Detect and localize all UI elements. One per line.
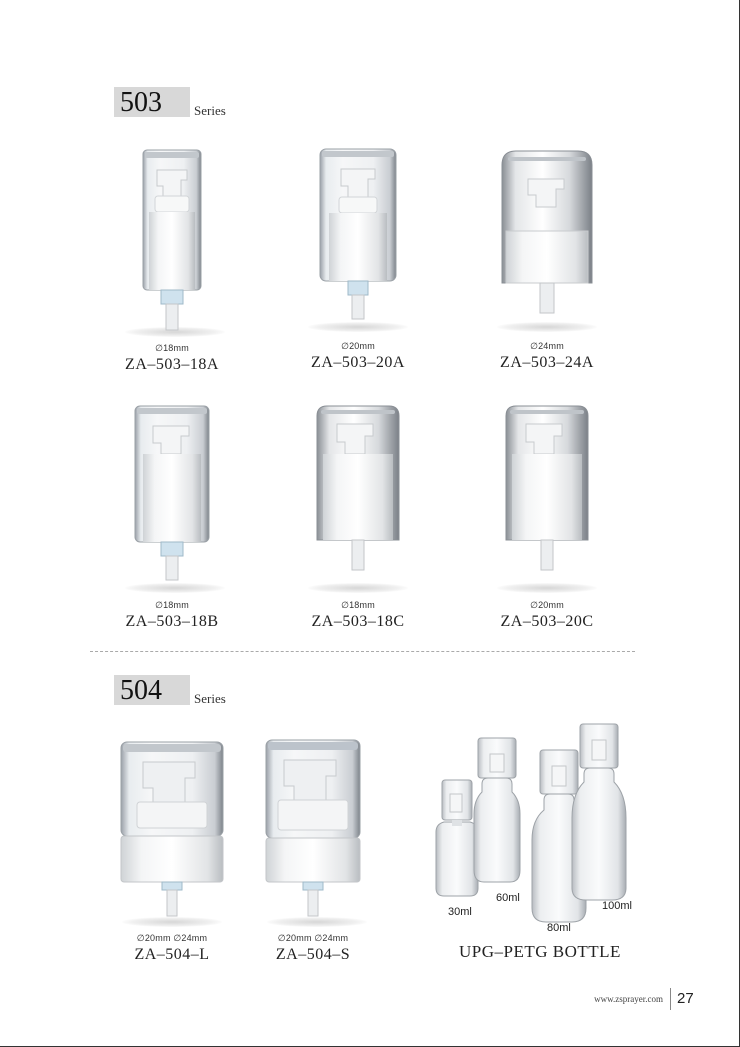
product-za-503-20a bbox=[283, 143, 433, 372]
bottle-size-label: 60ml bbox=[496, 892, 520, 904]
section-divider bbox=[90, 651, 635, 652]
pump-image bbox=[283, 143, 433, 341]
bottle-30ml bbox=[436, 780, 478, 896]
product-dimension: ∅18mm bbox=[341, 600, 375, 610]
pump-image bbox=[283, 402, 433, 600]
product-dimension: ∅20mm bbox=[341, 341, 375, 351]
product-model: ZA–503–18C bbox=[311, 613, 405, 630]
series-word: Series bbox=[194, 691, 226, 706]
bottle-size-label: 80ml bbox=[547, 922, 571, 934]
product-za-503-18c bbox=[283, 402, 433, 631]
product-za-504-l bbox=[97, 738, 247, 964]
pump-image bbox=[472, 402, 622, 600]
series-number: 504 bbox=[114, 675, 190, 705]
pump-image bbox=[238, 738, 388, 933]
series-503-heading bbox=[114, 87, 226, 117]
product-model: ZA–503–20C bbox=[500, 613, 594, 630]
product-model: ZA–504–L bbox=[134, 946, 210, 963]
product-model: ZA–503–24A bbox=[500, 354, 594, 371]
page-number: 27 bbox=[677, 990, 694, 1007]
pump-image bbox=[472, 143, 622, 341]
product-dimension: ∅20mm ∅24mm bbox=[136, 933, 208, 943]
footer-separator bbox=[670, 988, 671, 1010]
bottle-60ml bbox=[474, 738, 520, 882]
product-dimension: ∅18mm bbox=[155, 343, 189, 353]
product-model: ZA–503–18B bbox=[125, 613, 219, 630]
product-model: ZA–503–20A bbox=[311, 354, 405, 371]
product-za-503-24a bbox=[472, 143, 622, 372]
pump-image bbox=[97, 402, 247, 600]
petg-bottle-group bbox=[420, 720, 660, 935]
product-model: ZA–504–S bbox=[275, 946, 351, 963]
pump-image bbox=[97, 148, 247, 343]
series-number: 503 bbox=[114, 87, 190, 117]
series-504-heading bbox=[114, 675, 226, 705]
product-dimension: ∅24mm bbox=[530, 341, 564, 351]
product-za-503-18a bbox=[97, 148, 247, 374]
product-dimension: ∅18mm bbox=[155, 600, 189, 610]
bottle-size-label: 100ml bbox=[602, 900, 632, 912]
bottle-100ml bbox=[572, 724, 626, 900]
series-word: Series bbox=[194, 103, 226, 118]
footer-url: www.zsprayer.com bbox=[594, 994, 663, 1004]
pump-image bbox=[97, 738, 247, 933]
bottle-title: UPG–PETG BOTTLE bbox=[459, 942, 621, 961]
product-dimension: ∅20mm bbox=[530, 600, 564, 610]
bottle-size-label: 30ml bbox=[448, 906, 472, 918]
product-dimension: ∅20mm ∅24mm bbox=[277, 933, 349, 943]
product-za-503-20c bbox=[472, 402, 622, 631]
product-za-503-18b bbox=[97, 402, 247, 631]
product-za-504-s bbox=[238, 738, 388, 964]
product-model: ZA–503–18A bbox=[125, 356, 219, 373]
